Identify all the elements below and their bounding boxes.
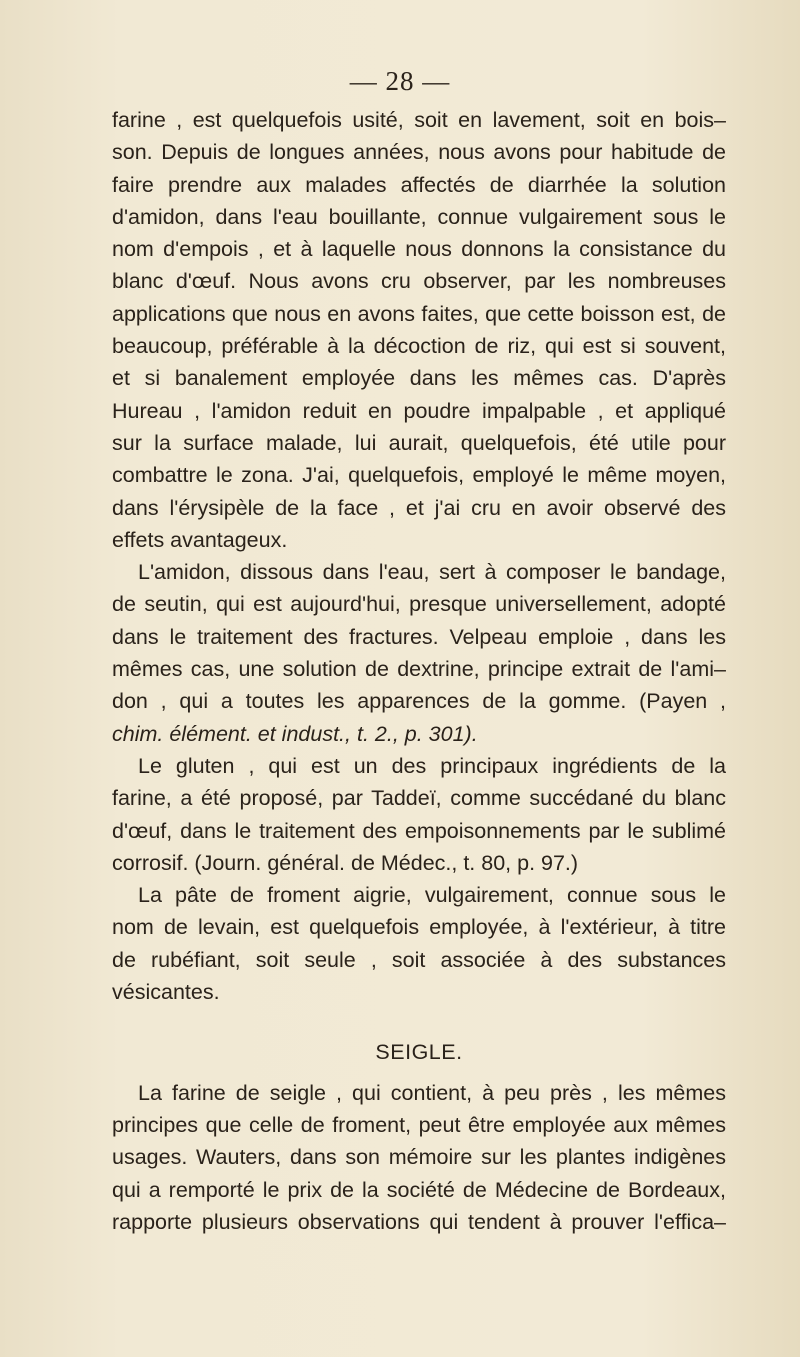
text-line: dans le traitement des fractures. Velpeau emploie , dans les bbox=[112, 624, 726, 649]
text-line: effets avantageux. bbox=[112, 527, 288, 552]
text-line: La farine de seigle , qui contient, à peu près , les mêmes bbox=[138, 1080, 726, 1105]
text-line: usages. Wauters, dans son mémoire sur les plantes indigènes bbox=[112, 1145, 726, 1170]
section-heading: SEIGLE. bbox=[375, 1040, 463, 1065]
text-line: applications que nous en avons faites, que cette boisson est, de bbox=[112, 301, 726, 326]
page-number: — 28 — bbox=[349, 66, 451, 96]
text-line: qui a remporté le prix de la société de Médecine de Bordeaux, bbox=[112, 1177, 726, 1202]
text-line: vésicantes. bbox=[112, 980, 220, 1005]
text-line: Le gluten , qui est un des principaux ingrédients de la bbox=[138, 753, 726, 778]
text-line: blanc d'œuf. Nous avons cru observer, par les nombreuses bbox=[112, 269, 726, 294]
text-line: combattre le zona. J'ai, quelquefois, employé le même moyen, bbox=[112, 463, 726, 488]
text-line: beaucoup, préférable à la décoction de riz, qui est si souvent, bbox=[112, 334, 726, 359]
citation-line: corrosif. (Journ. général. de Médec., t. 80, p. 97.) bbox=[112, 850, 579, 875]
citation-line: chim. élément. et indust., t. 2., p. 301). bbox=[112, 721, 478, 746]
text-line: sur la surface malade, lui aurait, quelquefois, été utile pour bbox=[112, 430, 726, 455]
text-line: de seutin, qui est aujourd'hui, presque universellement, adopté bbox=[112, 592, 726, 617]
text-line: Hureau , l'amidon reduit en poudre impalpable , et appliqué bbox=[112, 398, 726, 423]
text-line: de rubéfiant, soit seule , soit associée à des substances bbox=[112, 947, 726, 972]
text-line: mêmes cas, une solution de dextrine, principe extrait de l'ami– bbox=[112, 657, 726, 682]
text-line: d'amidon, dans l'eau bouillante, connue vulgairement sous le bbox=[112, 204, 726, 229]
text-line: d'œuf, dans le traitement des empoisonnements par le sublimé bbox=[112, 818, 726, 843]
text-line: principes que celle de froment, peut être employée aux mêmes bbox=[112, 1112, 726, 1137]
text-line: farine , est quelquefois usité, soit en lavement, soit en bois– bbox=[112, 108, 726, 132]
text-line: don , qui a toutes les apparences de la gomme. (Payen , bbox=[112, 689, 726, 714]
text-line: rapporte plusieurs observations qui tendent à prouver l'effica– bbox=[112, 1209, 726, 1234]
text-line: dans l'érysipèle de la face , et j'ai cru en avoir observé des bbox=[112, 495, 726, 520]
text-line: nom d'empois , et à laquelle nous donnons la consistance du bbox=[112, 237, 726, 262]
text-line: farine, a été proposé, par Taddeï, comme succédané du blanc bbox=[112, 786, 726, 811]
text-line: L'amidon, dissous dans l'eau, sert à composer le bandage, bbox=[138, 560, 726, 585]
page-body bbox=[112, 104, 726, 1238]
text-line: faire prendre aux malades affectés de diarrhée la solution bbox=[112, 172, 726, 197]
text-line: nom de levain, est quelquefois employée, à l'extérieur, à titre bbox=[112, 915, 726, 940]
text-line: La pâte de froment aigrie, vulgairement, connue sous le bbox=[138, 883, 726, 908]
text-line: son. Depuis de longues années, nous avons pour habitude de bbox=[112, 140, 726, 165]
text-line: et si banalement employée dans les mêmes cas. D'après bbox=[112, 366, 726, 391]
